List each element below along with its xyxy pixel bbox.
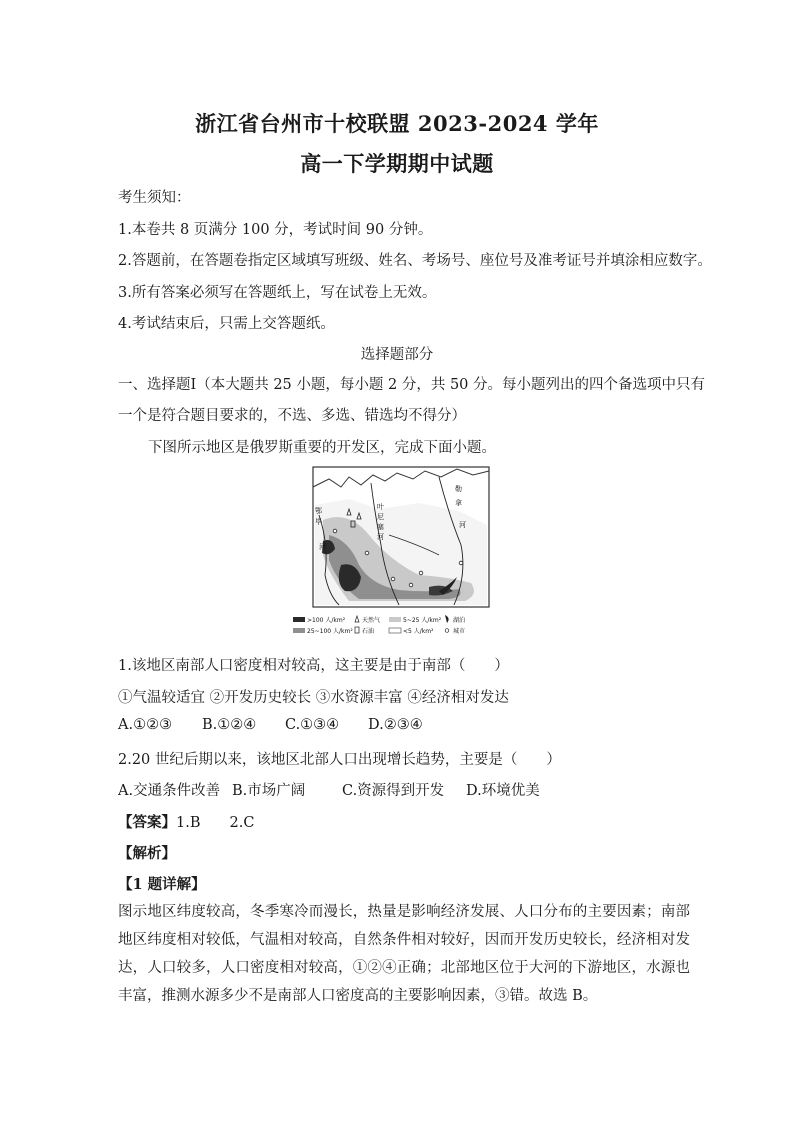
legend-swatch-low: [389, 617, 401, 622]
lena-label-2: 拿: [455, 499, 462, 507]
ob-label-3: 河: [319, 543, 326, 551]
analysis-text: 图示地区纬度较高，冬季寒冷而漫长，热量是影响经济发展、人口分布的主要因素；南部地区纬度相对较低，气温相对较高，自然条件相对较好，因而开发历史较长，经济相对发达，人口较多，人口密度相对较高，①②④正确；北部地区位于大河的下游地区，水源也丰富，推测水源多少不是南部人口密度高的主要影响因素，③错。故选 B。: [118, 904, 690, 1004]
map-svg: [289, 465, 496, 643]
q1-stem: 1.该地区南部人口密度相对较高，这主要是由于南部（ ）: [118, 658, 509, 674]
notice-item: 2.答题前，在答题卷指定区域填写班级、姓名、考场号、座位号及准考证号并填涂相应数字。: [118, 253, 712, 269]
q2-option-c: C.资源得到开发: [342, 783, 445, 799]
legend-lake-icon: [445, 615, 449, 623]
russia-population-map: [289, 465, 496, 643]
ob-label-2: 毕: [315, 518, 322, 526]
legend-oil-icon: [355, 627, 359, 633]
answer-values: 1.B 2.C: [176, 815, 255, 831]
lena-label-1: 勒: [455, 485, 462, 493]
city-dot: [419, 571, 423, 575]
analysis-label: 【解析】: [118, 845, 176, 862]
legend-city-icon: [445, 629, 449, 633]
q1-statements: ①气温较适宜 ②开发历史较长 ③水资源丰富 ④经济相对发达: [118, 690, 509, 706]
question-intro: 下图所示地区是俄罗斯重要的开发区，完成下面小题。: [148, 440, 496, 456]
legend-oil: 石油: [362, 628, 375, 635]
notice-item: 1.本卷共 8 页满分 100 分，考试时间 90 分钟。: [118, 222, 433, 238]
city-dot: [459, 561, 463, 565]
answer-line: [118, 811, 688, 832]
legend-gas: 天然气: [362, 617, 381, 624]
legend-sparse: <5 人/km²: [403, 628, 434, 635]
exam-subtitle: 高一下学期期中试题: [300, 151, 494, 176]
city-dot: [365, 551, 369, 555]
q1-option-b: B.①②④: [202, 717, 257, 733]
yenisei-label-4: 河: [377, 533, 384, 541]
lena-label-3: 河: [459, 521, 466, 529]
ob-label-1: 鄂: [315, 507, 322, 515]
city-dot: [409, 583, 413, 587]
legend-gas-icon: [355, 616, 359, 622]
section-title: 选择题部分: [360, 347, 434, 363]
legend-low: 5~25 人/km²: [403, 617, 442, 624]
yenisei-label-3: 塞: [377, 523, 384, 531]
yenisei-label-1: 叶: [377, 503, 384, 511]
city-dot: [391, 577, 395, 581]
legend-mid: 25~100 人/km²: [307, 628, 353, 635]
legend-swatch-mid: [293, 628, 305, 633]
q1-option-a: A.①②③: [118, 717, 173, 733]
part-instruction: 一、选择题Ⅰ（本大题共 25 小题，每小题 2 分，共 50 分。每小题列出的四个备选项中只有: [118, 377, 706, 393]
yenisei-label-2: 尼: [377, 513, 384, 521]
legend-dense: >100 人/km²: [307, 617, 346, 624]
q1-option-d: D.②③④: [368, 717, 423, 733]
city-dot: [333, 529, 337, 533]
answer-label: 【答案】: [118, 814, 176, 831]
q2-stem: 2.20 世纪后期以来，该地区北部人口出现增长趋势，主要是（ ）: [118, 752, 561, 768]
notice-heading: 考生须知：: [118, 190, 191, 206]
notice-item: 3.所有答案必须写在答题纸上，写在试卷上无效。: [118, 285, 437, 301]
legend-lake: 湖泊: [453, 617, 466, 624]
q2-option-a: A.交通条件改善: [118, 783, 221, 799]
legend-city: 城市: [453, 628, 466, 635]
q2-option-d: D.环境优美: [466, 783, 540, 799]
q1-option-c: C.①③④: [285, 717, 340, 733]
part-instruction-cont: 一个是符合题目要求的，不选、多选、错选均不得分）: [118, 408, 466, 424]
exam-title: 浙江省台州市十校联盟 2023-2024 学年: [195, 111, 599, 136]
notice-item: 4.考试结束后，只需上交答题纸。: [118, 316, 335, 332]
legend-swatch-dense: [293, 617, 305, 622]
legend-swatch-sparse: [389, 628, 401, 633]
detail-label: 【1 题详解】: [118, 876, 206, 893]
q2-option-b: B.市场广阔: [232, 783, 306, 799]
